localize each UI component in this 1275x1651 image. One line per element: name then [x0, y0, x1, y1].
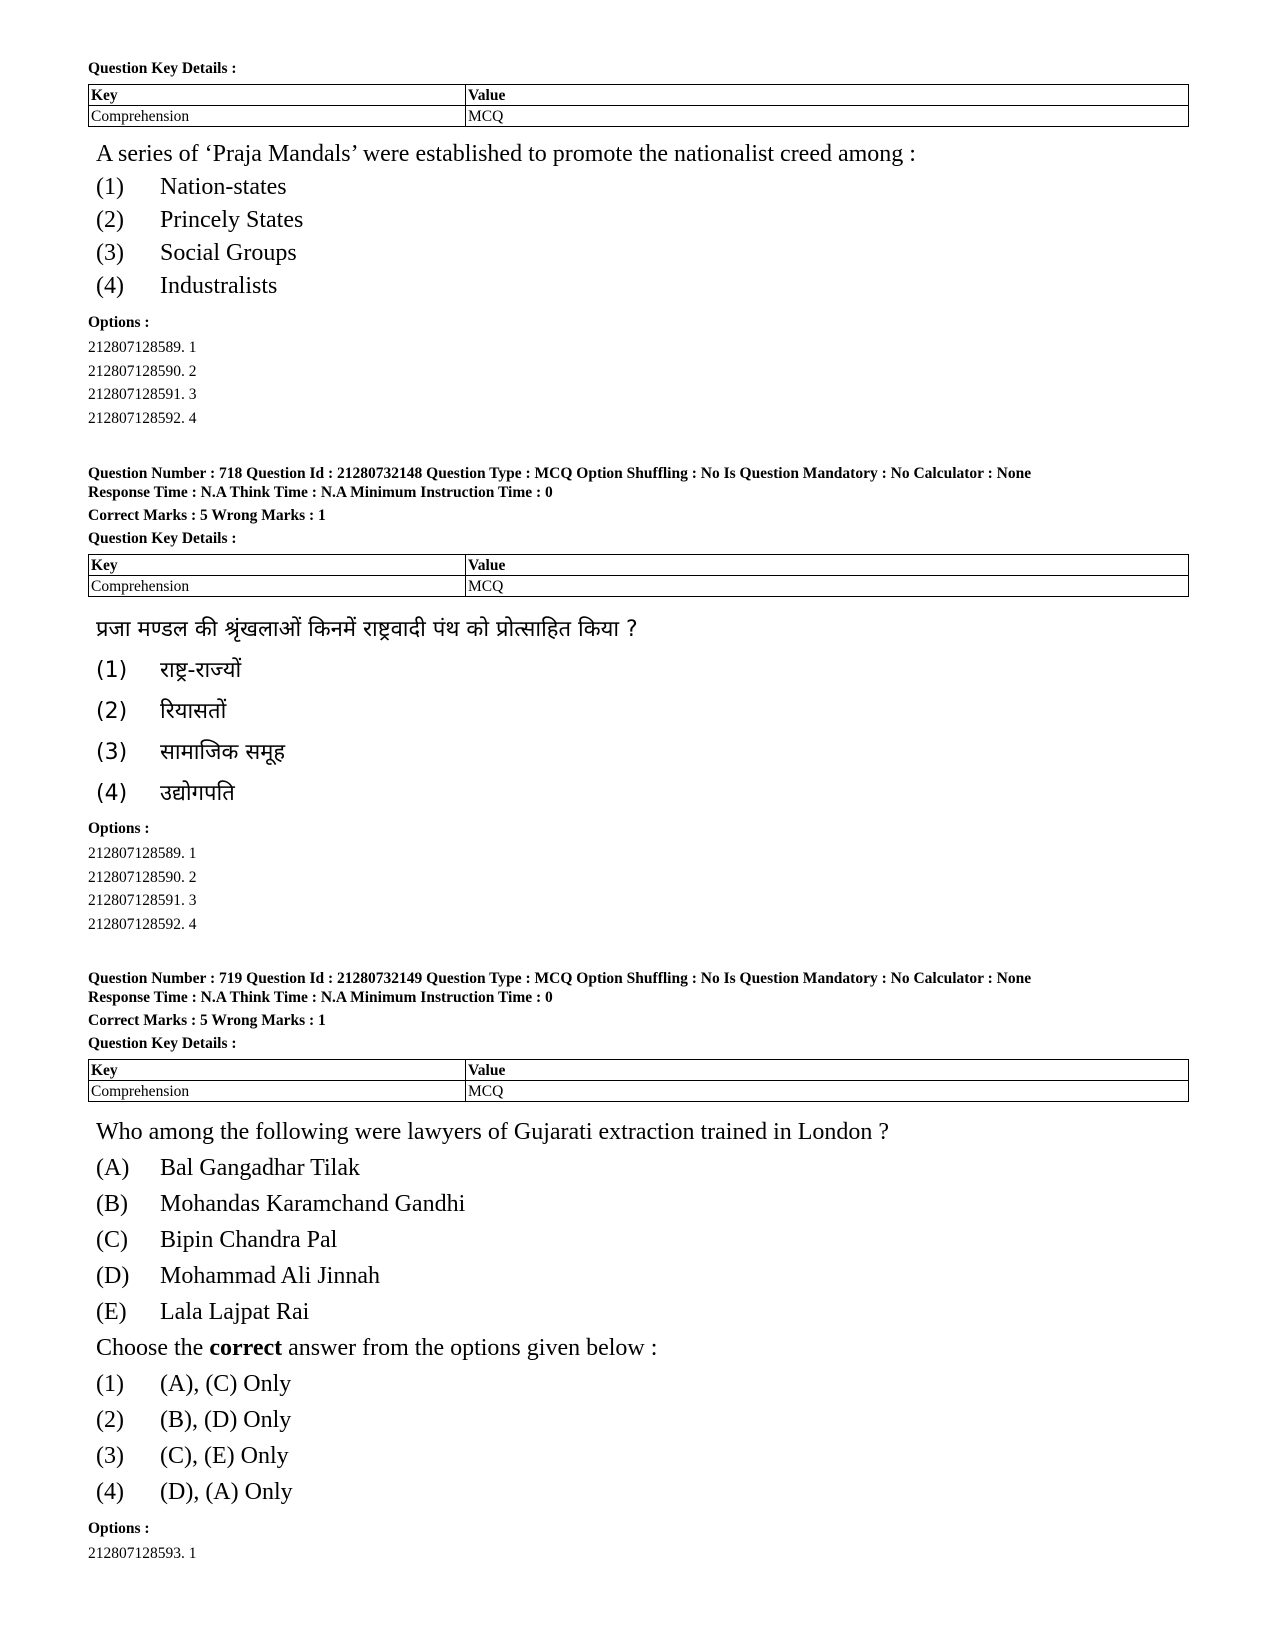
option-id: 212807128590. 2 [88, 868, 197, 886]
choice-item: (2) (B), (D) Only [96, 1407, 292, 1433]
statement-item: (D) Mohammad Ali Jinnah [96, 1263, 380, 1289]
key-cell: Comprehension [89, 106, 466, 127]
key-header: Key [89, 1060, 466, 1081]
question-text: A series of ‘Praja Mandals’ were established to promote the nationalist creed among : [96, 141, 916, 167]
question-key-table [88, 554, 1189, 597]
choice-item: (3) सामाजिक समूह [96, 740, 286, 765]
value-header: Value [466, 1060, 1189, 1081]
value-cell: MCQ [466, 106, 1189, 127]
option-id: 212807128592. 4 [88, 915, 197, 933]
choice-item: (1) राष्ट्र-राज्यों [96, 658, 242, 683]
choice-item: (3) Social Groups [96, 240, 297, 266]
option-id: 212807128589. 1 [88, 339, 197, 356]
choice-item: (4) Industralists [96, 273, 278, 299]
options-list [88, 1542, 197, 1566]
choice-item: (2) रियासतों [96, 699, 227, 724]
question-1 [96, 138, 916, 303]
option-id: 212807128591. 3 [88, 892, 197, 909]
meta-line-2: Response Time : N.A Think Time : N.A Minimum Instruction Time : 0 [88, 484, 553, 501]
question-key-details-label: Question Key Details : [88, 1035, 237, 1052]
option-id: 212807128589. 1 [88, 845, 197, 862]
options-list [88, 336, 197, 430]
instruction-text: Choose the correct answer from the options given below : [96, 1335, 658, 1361]
options-list [88, 842, 197, 936]
option-id: 212807128590. 2 [88, 362, 197, 380]
question-3 [96, 1114, 889, 1510]
key-header: Key [89, 85, 466, 106]
meta-line-1: Question Number : 719 Question Id : 21280732149 Question Type : MCQ Option Shuffling : No Is Question Mandatory : No Calculator : None [88, 970, 1032, 987]
meta-line-2: Response Time : N.A Think Time : N.A Minimum Instruction Time : 0 [88, 989, 553, 1006]
choice-item: (1) (A), (C) Only [96, 1371, 292, 1397]
question-meta [88, 969, 1208, 1007]
options-label: Options : [88, 820, 150, 837]
question-2 [96, 609, 638, 814]
key-cell: Comprehension [89, 1081, 466, 1102]
question-text: प्रजा मण्डल की श्रृंखलाओं किनमें राष्ट्रवादी पंथ को प्रोत्साहित किया ? [96, 617, 638, 642]
question-key-table [88, 84, 1189, 127]
statement-item: (E) Lala Lajpat Rai [96, 1299, 310, 1325]
option-id: 212807128592. 4 [88, 409, 197, 427]
meta-line-1: Question Number : 718 Question Id : 21280732148 Question Type : MCQ Option Shuffling : No Is Question Mandatory : No Calculator : None [88, 465, 1032, 482]
choice-item: (4) उद्योगपति [96, 781, 235, 806]
value-header: Value [466, 85, 1189, 106]
key-cell: Comprehension [89, 576, 466, 597]
question-key-table [88, 1059, 1189, 1102]
statement-item: (B) Mohandas Karamchand Gandhi [96, 1191, 466, 1217]
statement-item: (A) Bal Gangadhar Tilak [96, 1155, 360, 1181]
options-label: Options : [88, 314, 150, 331]
option-id: 212807128591. 3 [88, 386, 197, 403]
value-header: Value [466, 555, 1189, 576]
value-cell: MCQ [466, 576, 1189, 597]
choice-item: (2) Princely States [96, 207, 304, 233]
choice-item: (4) (D), (A) Only [96, 1479, 293, 1505]
option-id: 212807128593. 1 [88, 1545, 197, 1562]
marks-line: Correct Marks : 5 Wrong Marks : 1 [88, 1012, 326, 1029]
marks-line: Correct Marks : 5 Wrong Marks : 1 [88, 507, 326, 524]
key-header: Key [89, 555, 466, 576]
question-meta [88, 464, 1208, 502]
choice-item: (1) Nation-states [96, 174, 287, 200]
question-text: Who among the following were lawyers of Gujarati extraction trained in London ? [96, 1119, 890, 1145]
question-key-details-label: Question Key Details : [88, 60, 237, 77]
question-key-details-label: Question Key Details : [88, 530, 237, 547]
choice-item: (3) (C), (E) Only [96, 1443, 289, 1469]
value-cell: MCQ [466, 1081, 1189, 1102]
options-label: Options : [88, 1520, 150, 1537]
statement-item: (C) Bipin Chandra Pal [96, 1227, 338, 1253]
